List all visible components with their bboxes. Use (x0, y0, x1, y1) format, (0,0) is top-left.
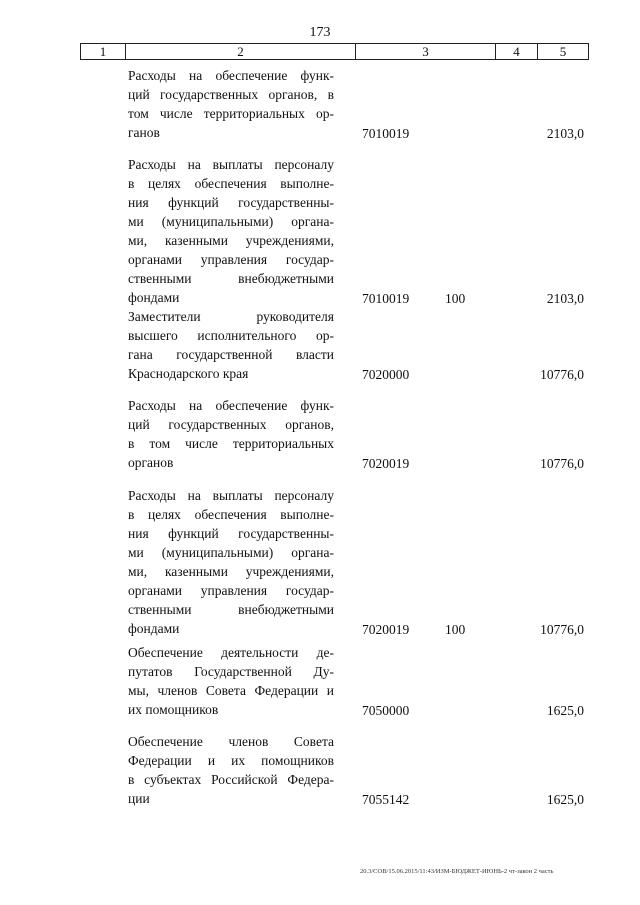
row-description (128, 486, 334, 638)
description-line: том числе территориальных ор- (128, 106, 334, 121)
row-description (128, 307, 334, 383)
row-amount: 10776,0 (540, 367, 584, 382)
description-line: ми (муниципальными) органа- (128, 545, 334, 560)
row-expense-type: 100 (445, 291, 466, 306)
header-col-5: 5 (559, 44, 567, 59)
row-amount: 1625,0 (546, 792, 584, 807)
description-line: органами управления государ- (128, 583, 334, 598)
row-code: 7020000 (362, 367, 410, 382)
description-line: ственными внебюджетными (128, 271, 334, 286)
row-description (128, 643, 334, 719)
row-description (128, 396, 334, 472)
row-expense-type: 100 (445, 622, 466, 637)
description-line: Расходы на обеспечение функ- (128, 68, 334, 83)
description-line: фондами (128, 290, 180, 305)
description-line: в том числе территориальных (128, 436, 334, 451)
row-description (128, 732, 334, 808)
description-line: в целях обеспечения выполне- (128, 176, 334, 191)
table-header (80, 43, 589, 60)
description-line: Федерации и их помощников (128, 753, 334, 768)
description-line: ми (муниципальными) органа- (128, 214, 334, 229)
header-col-2: 2 (126, 44, 356, 59)
description-line: ми, казенными учреждениями, (128, 233, 334, 248)
description-line: Расходы на обеспечение функ- (128, 398, 334, 413)
row-description (128, 155, 334, 307)
header-col-1: 1 (81, 44, 126, 59)
description-line: гана государственной власти (128, 347, 334, 362)
row-code: 7020019 (362, 456, 410, 471)
description-line: ния функций государственны- (128, 195, 334, 210)
description-line: ции (128, 791, 150, 806)
description-line: мы, членов Совета Федерации и (128, 683, 334, 698)
row-code: 7010019 (362, 291, 410, 306)
row-amount: 10776,0 (540, 456, 584, 471)
description-line: высшего исполнительного ор- (128, 328, 334, 343)
description-line: Расходы на выплаты персоналу (128, 157, 334, 172)
row-code: 7010019 (362, 126, 410, 141)
description-line: органов (128, 455, 174, 470)
description-line: в целях обеспечения выполне- (128, 507, 334, 522)
description-line: органами управления государ- (128, 252, 334, 267)
footer-stamp: 20.3/СОВ/15.06.2015/11:43/ИЗМ-БЮДЖЕТ-ИЮНЬ-2 чт-закон 2 часть (360, 868, 554, 875)
header-col-3: 3 (356, 44, 496, 59)
description-line: путатов Государственной Ду- (128, 664, 334, 679)
page-number: 173 (309, 25, 331, 40)
description-line: ганов (128, 125, 160, 140)
description-line: их помощников (128, 702, 219, 717)
row-code: 7020019 (362, 622, 410, 637)
row-amount: 2103,0 (546, 126, 584, 141)
row-amount: 1625,0 (546, 703, 584, 718)
header-col-4: 4 (496, 44, 538, 59)
description-line: ственными внебюджетными (128, 602, 334, 617)
description-line: ния функций государственны- (128, 526, 334, 541)
description-line: Обеспечение деятельности де- (128, 645, 334, 660)
description-line: ций государственных органов, (128, 417, 334, 432)
row-code: 7055142 (362, 792, 410, 807)
description-line: Краснодарского края (128, 366, 249, 381)
description-line: Расходы на выплаты персоналу (128, 488, 334, 503)
description-line: Заместители руководителя (128, 309, 334, 324)
row-amount: 10776,0 (540, 622, 584, 637)
row-description (128, 66, 334, 142)
description-line: ми, казенными учреждениями, (128, 564, 334, 579)
description-line: ций государственных органов, в (128, 87, 334, 102)
row-amount: 2103,0 (546, 291, 584, 306)
row-code: 7050000 (362, 703, 410, 718)
description-line: фондами (128, 621, 180, 636)
description-line: в субъектах Российской Федера- (128, 772, 334, 787)
description-line: Обеспечение членов Совета (128, 734, 334, 749)
